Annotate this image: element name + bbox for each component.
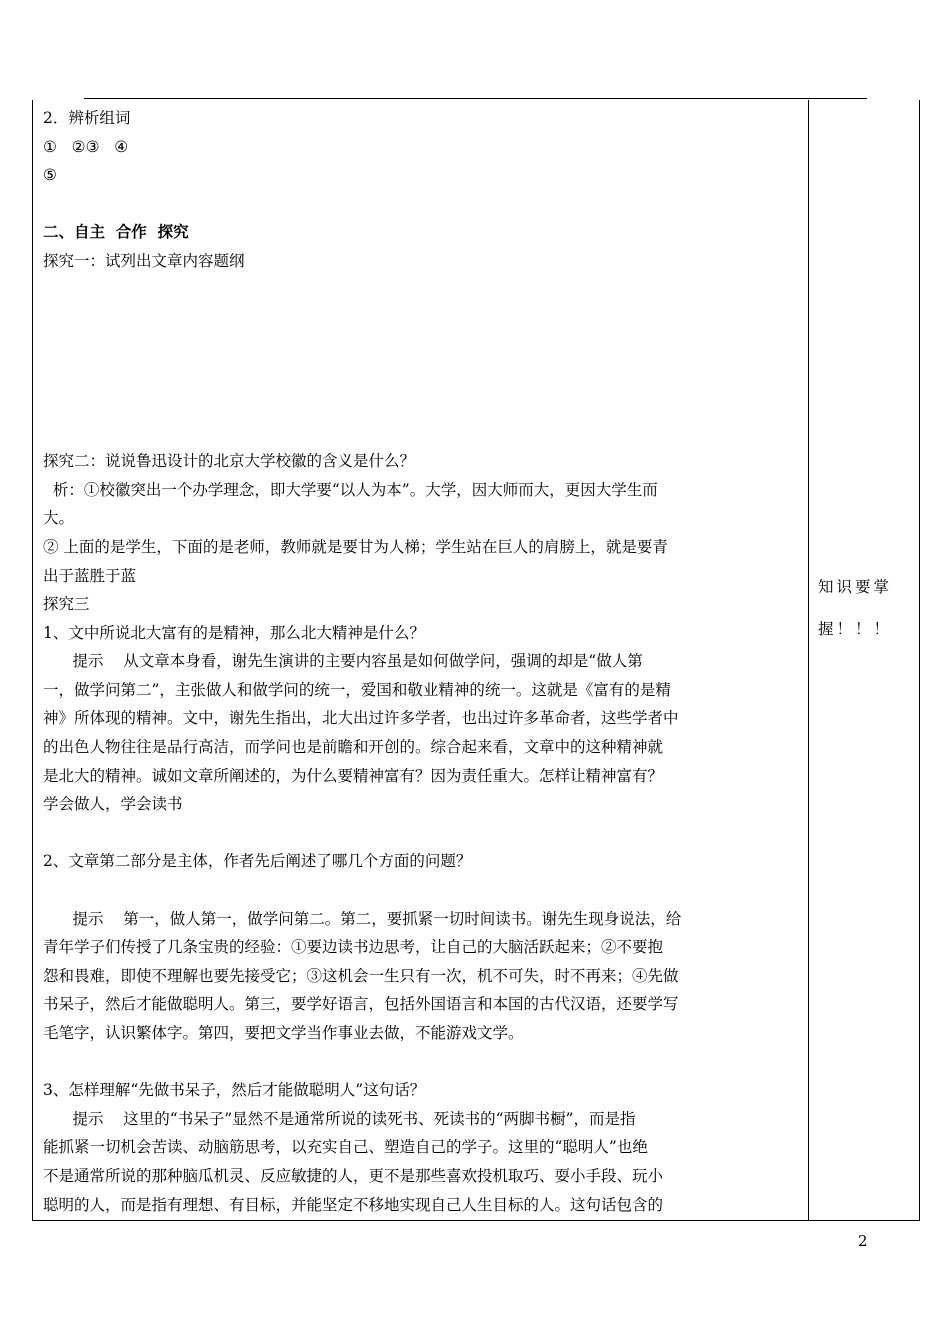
- numbered-blanks: ① ②③ ④: [43, 137, 129, 156]
- analysis-line: ② 上面的是学生，下面的是老师，教师就是要甘为人梯；学生站在巨人的肩膀上，就是要青: [43, 537, 668, 556]
- hint-line: 青年学子们传授了几条宝贵的经验：①要边读书边思考，让自己的大脑活跃起来；②不要抱: [43, 938, 664, 957]
- side-note-line-1: 知识要掌: [818, 578, 893, 596]
- answer-space: [43, 304, 798, 333]
- header-rule: [84, 98, 867, 99]
- blank-line: [43, 876, 798, 905]
- answer-space: [43, 419, 798, 448]
- hint-line: 学会做人，学会读书: [43, 795, 183, 814]
- hint-line: 怨和畏难，即使不理解也要先接受它；③这机会一生只有一次，机不可失，时不再来；④先做: [43, 966, 679, 985]
- analysis-line: 出于蓝胜于蓝: [43, 566, 137, 585]
- hint-line: 不是通常所说的那种脑瓜机灵、反应敏捷的人，更不是那些喜欢投机取巧、耍小手段、玩小: [43, 1166, 664, 1185]
- answer-space: [43, 333, 798, 362]
- side-note-line-2: 握！！！: [818, 620, 893, 638]
- lesson-table: [32, 100, 920, 1221]
- analysis-line: 析：①校徽突出一个办学理念，即大学要“以人为本”。大学，因大师而大，更因大学生而: [43, 480, 658, 499]
- answer-space: [43, 276, 798, 305]
- question-1: 1、文中所说北大富有的是精神，那么北大精神是什么？: [43, 623, 425, 642]
- column-divider: [808, 100, 809, 1220]
- hint-line: 神》所体现的精神。文中，谢先生指出，北大出过许多学者，也出过许多革命者，这些学者中: [43, 709, 679, 728]
- main-column: [43, 104, 798, 1219]
- hint-line: 能抓紧一切机会苦读、动脑筋思考，以充实自己、塑造自己的学子。这里的“聪明人”也绝: [43, 1138, 648, 1157]
- hint-line: 聪明的人，而是指有理想、有目标，并能坚定不移地实现自己人生目标的人。这句话包含的: [43, 1195, 664, 1214]
- blank-line: [43, 1048, 798, 1077]
- section-heading-2: 2．辨析组词: [43, 109, 131, 127]
- blank-line: [43, 190, 798, 219]
- hint-line: 提示 第一，做人第一，做学问第二。第二，要抓紧一切时间读书。谢先生现身说法，给: [43, 909, 682, 928]
- question-explore-1: 探究一：试列出文章内容题纲: [43, 251, 245, 270]
- question-3: 3、怎样理解“先做书呆子，然后才能做聪明人”这句话？: [43, 1081, 426, 1100]
- hint-line: 一，做学问第二”，主张做人和做学问的统一，爱国和敬业精神的统一。这就是《富有的是精: [43, 680, 671, 699]
- blank-line: [43, 819, 798, 848]
- hint-line: 是北大的精神。诚如文章所阐述的，为什么要精神富有？因为责任重大。怎样让精神富有？: [43, 766, 664, 785]
- numbered-blank-5: ⑤: [43, 166, 57, 185]
- analysis-line: 大。: [43, 509, 75, 528]
- hint-line: 书呆子，然后才能做聪明人。第三，要学好语言，包括外国语言和本国的古代汉语，还要学写: [43, 995, 679, 1014]
- page-number: 2: [858, 1232, 868, 1250]
- hint-line: 提示 这里的“书呆子”显然不是通常所说的读死书、死读书的“两脚书橱”，而是指: [43, 1109, 636, 1128]
- hint-line: 毛笔字，认识繁体字。第四，要把文学当作事业去做，不能游戏文学。: [43, 1024, 524, 1042]
- question-explore-2: 探究二：说说鲁迅设计的北京大学校徽的含义是什么？: [43, 452, 416, 471]
- question-2: 2、文章第二部分是主体，作者先后阐述了哪几个方面的问题？: [43, 852, 472, 871]
- hint-line: 的出色人物往往是品行高洁，而学问也是前瞻和开创的。综合起来看，文章中的这种精神就: [43, 738, 664, 757]
- side-note: [818, 566, 913, 650]
- answer-space: [43, 361, 798, 390]
- hint-line: 提示 从文章本身看，谢先生演讲的主要内容虽是如何做学问，强调的却是“做人第: [43, 652, 643, 671]
- section-heading-explore: 二、自主 合作 探究: [43, 223, 189, 242]
- answer-space: [43, 390, 798, 419]
- explore-3-heading: 探究三: [43, 595, 90, 614]
